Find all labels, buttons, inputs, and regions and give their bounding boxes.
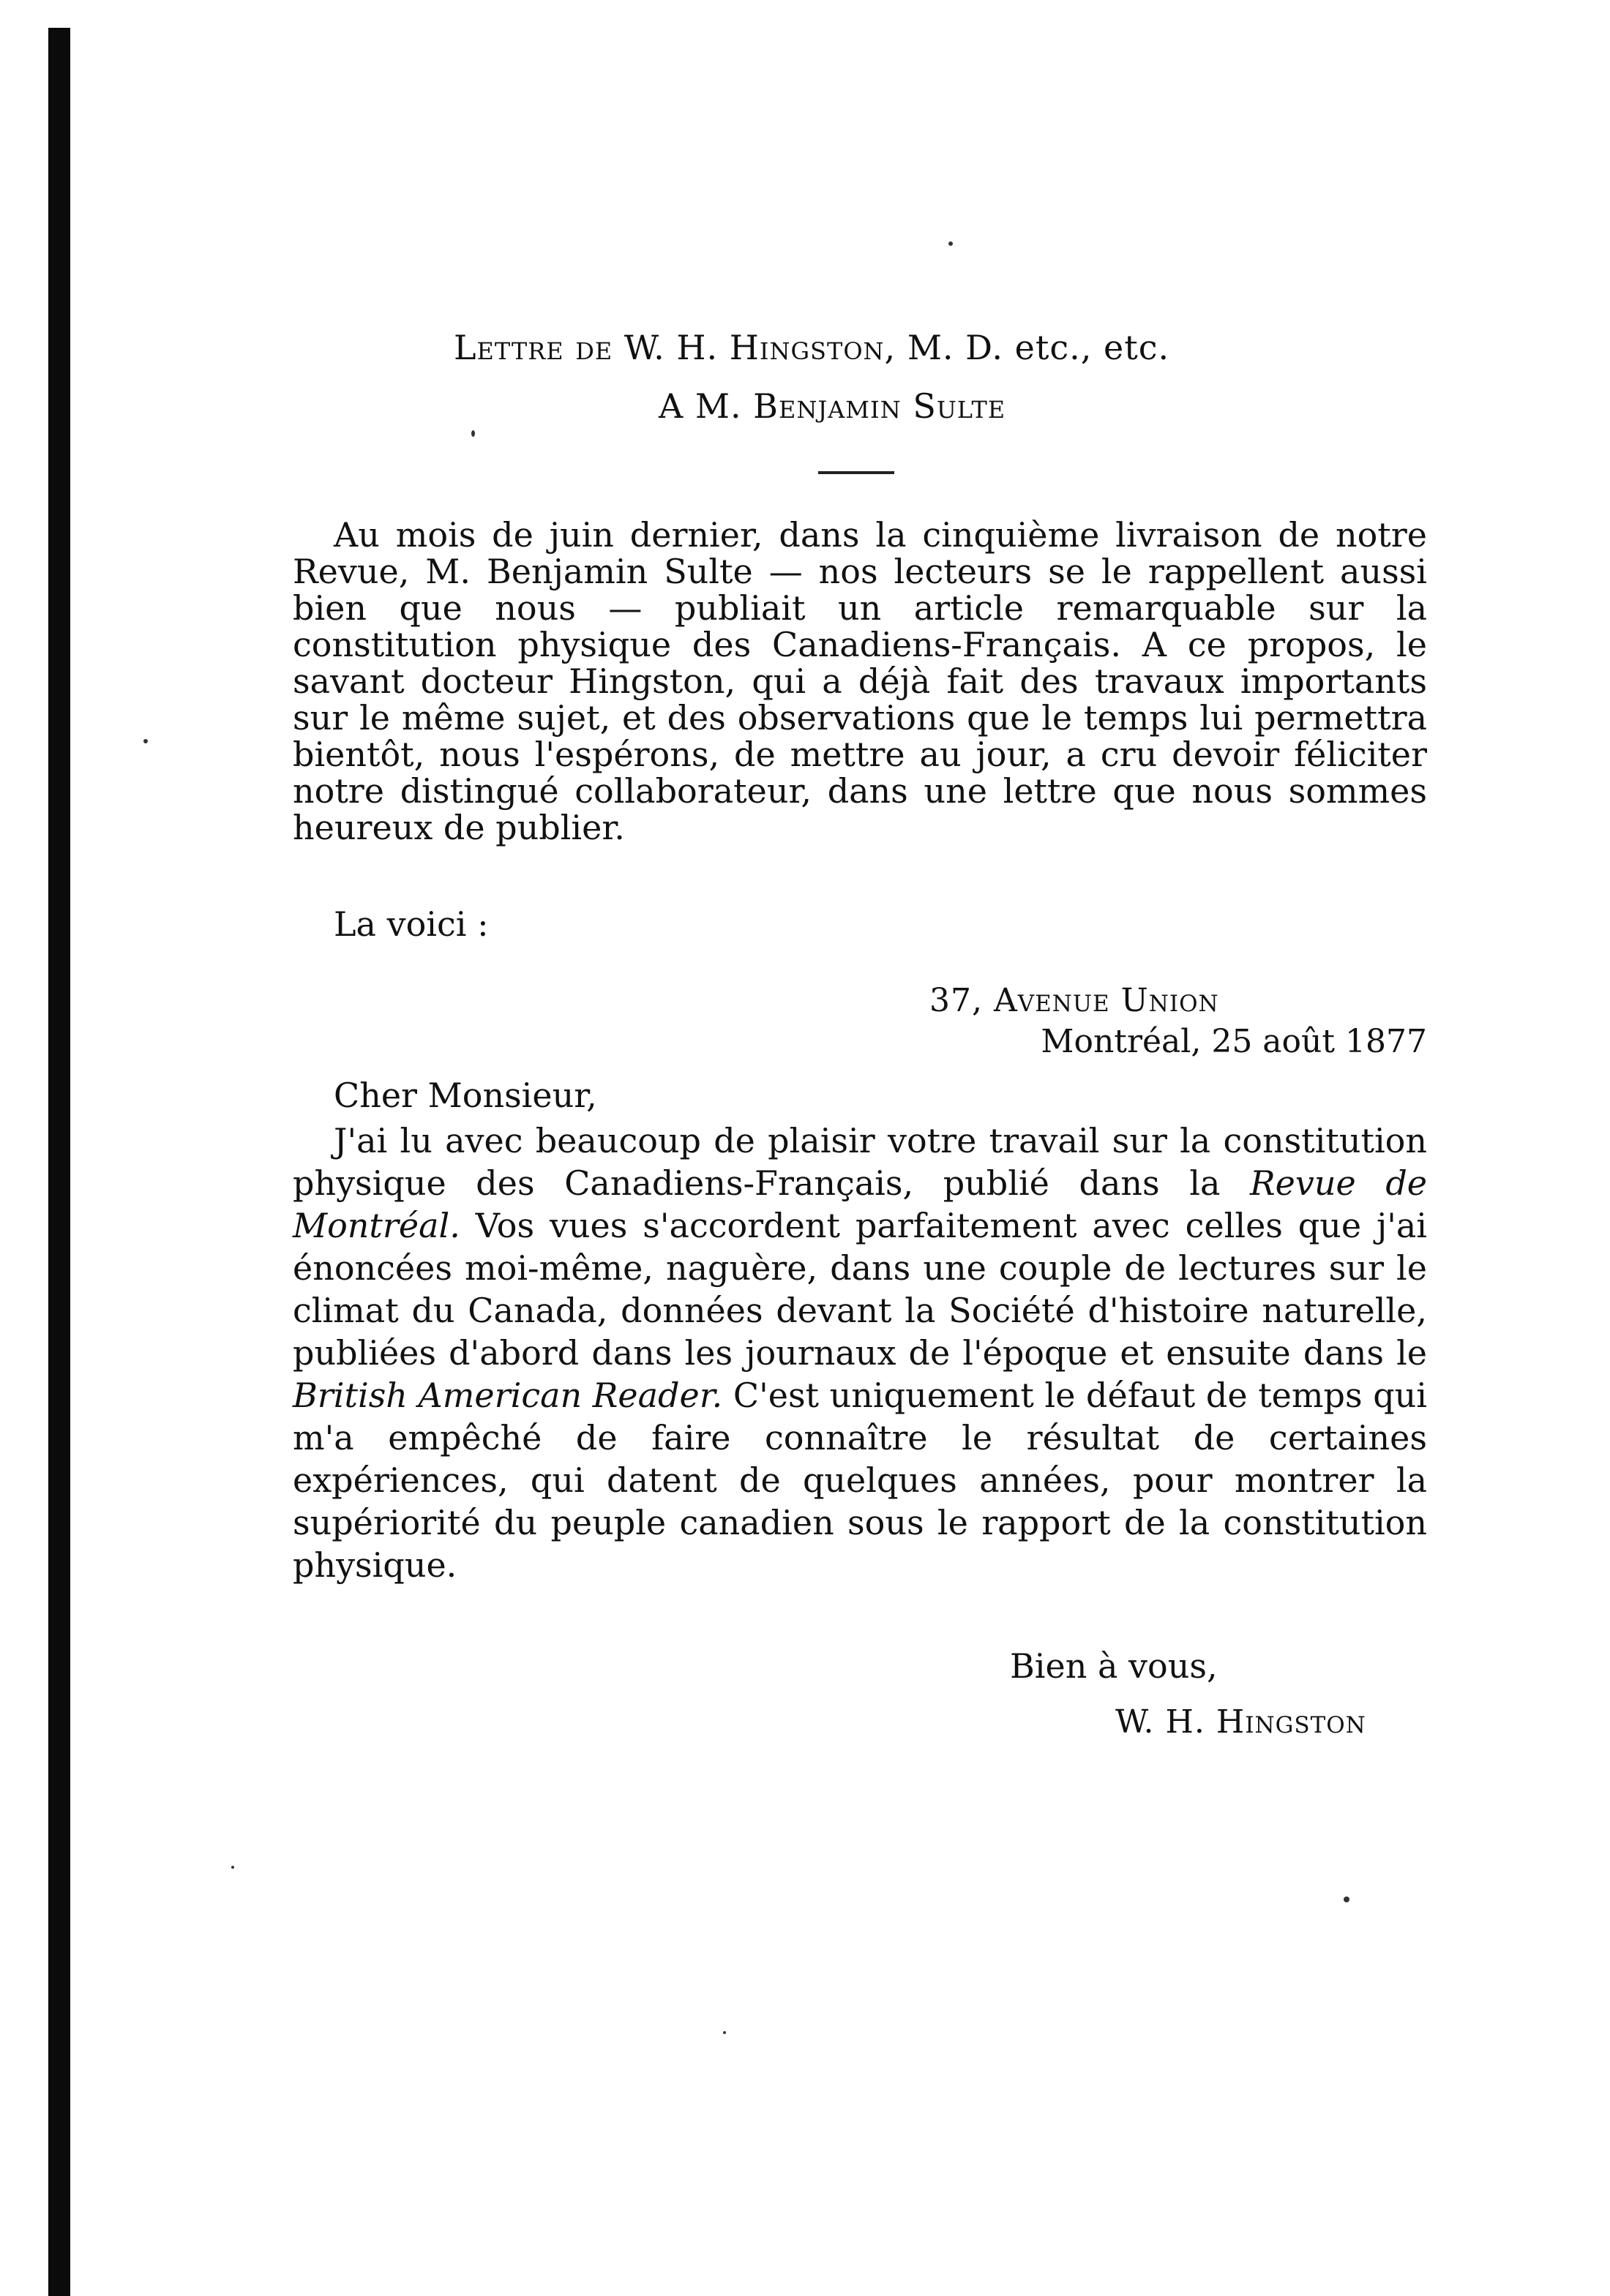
letter-body — [293, 1119, 1427, 1586]
publication-title-revue: Revue de Montréal. — [293, 1163, 1428, 1245]
letter-salutation: Cher Monsieur, — [334, 1076, 597, 1115]
intro-paragraph: Au mois de juin dernier, dans la cinquième livraison de notre Revue, M. Benjamin Sulte — nos lecteurs se le rappellent aussi bien que nous — publiait un article remarquable sur la constitution physique des Canadiens-Français. A ce propos, le savant docteur Hingston, qui a déjà fait des travaux importants sur le même sujet, et des observations que le temps lui permettra bientôt, nous l'espérons, de mettre au jour, a cru devoir féliciter notre distingué collaborateur, dans une lettre que nous sommes heureux de publier. — [293, 515, 1427, 847]
publication-title-reader: British American Reader. — [293, 1376, 723, 1415]
address-street: 37, Avenue Union — [929, 982, 1219, 1019]
letter-heading — [454, 328, 1169, 367]
letter-body-part-3: C'est uniquement le défaut de temps qui m'a empêché de faire connaître le résultat de certaines expériences, qui datent de quelques années, pour montrer la supériorité du peuple canadien sous le rapport de la constitution physique. — [293, 1376, 1427, 1585]
heading-credentials: M. D. etc., etc. — [907, 328, 1170, 367]
heading-title-part: Lettre de W. H. Hingston, — [454, 328, 907, 367]
letter-body-part-1: J'ai lu avec beaucoup de plaisir votre travail sur la constitution physique des Canadiens-Français, publié dans la — [293, 1121, 1427, 1203]
letter-closing: Bien à vous, — [1010, 1646, 1218, 1686]
scan-speck — [948, 241, 953, 246]
letter-signature: W. H. Hingston — [1115, 1703, 1366, 1741]
scan-speck — [723, 2031, 726, 2034]
section-divider — [818, 471, 894, 474]
scan-speck — [1344, 1897, 1349, 1902]
scan-speck — [143, 739, 148, 743]
scan-speck — [231, 1866, 234, 1869]
scan-speck — [471, 430, 475, 437]
letter-body-part-2: Vos vues s'accordent parfaitement avec celles que j'ai énoncées moi-même, naguère, dans une couple de lectures sur le climat du Canada, données devant la Société d'histoire naturelle, publiées d'abord dans les journaux de l'époque et ensuite dans le — [293, 1206, 1427, 1373]
letter-address-block — [929, 980, 1427, 1062]
letter-recipient-heading: A M. Benjamin Sulte — [659, 386, 1006, 426]
address-date: Montréal, 25 août 1877 — [1041, 1023, 1427, 1060]
intro-lead-in: La voici : — [334, 904, 489, 944]
